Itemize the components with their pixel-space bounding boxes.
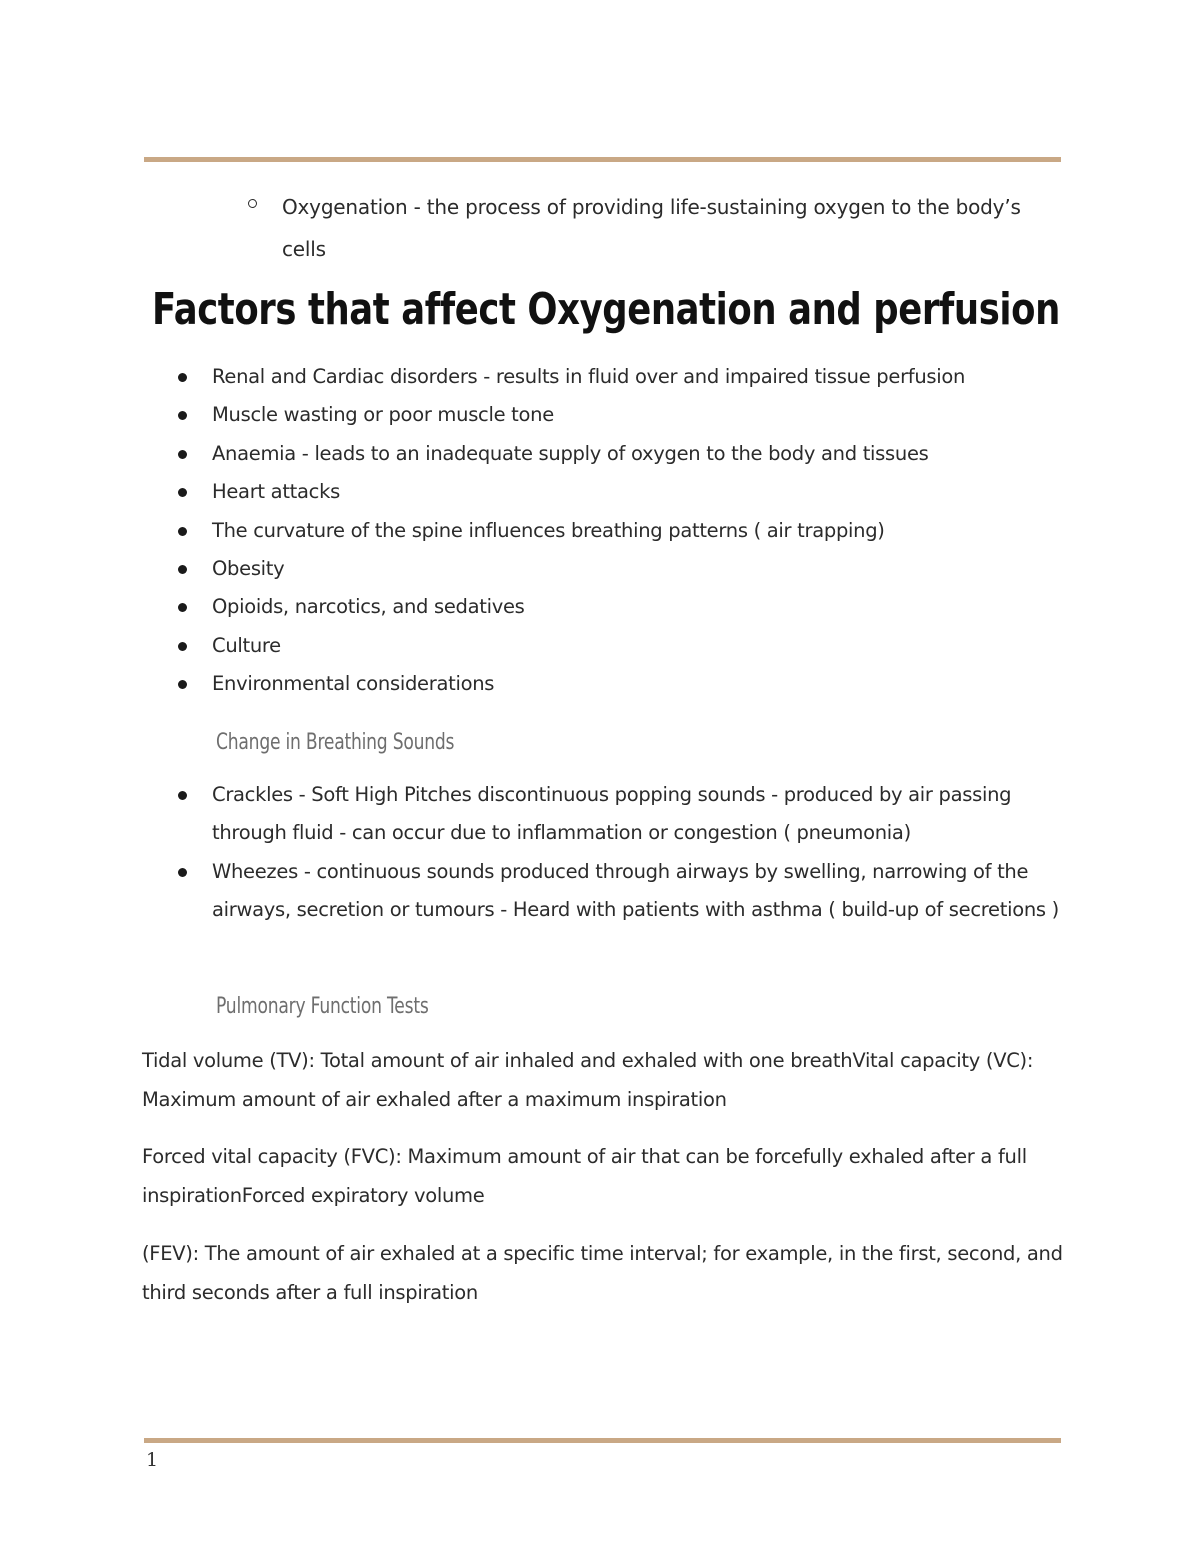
list-item — [174, 473, 1074, 511]
bullet-icon — [178, 868, 187, 877]
top-divider — [144, 157, 1061, 162]
paragraph-forced-expiratory-volume: (FEV): The amount of air exhaled at a specific time interval; for example, in the first, second, and third seconds after a full inspiration — [142, 1242, 1063, 1304]
oxygenation-definition-text: Oxygenation - the process of providing life-sustaining oxygen to the body’s cells — [282, 195, 1021, 261]
breathing-sounds-list — [174, 776, 1074, 930]
bullet-icon — [178, 565, 187, 574]
list-item — [174, 776, 1074, 853]
list-item — [174, 665, 1074, 703]
paragraph-tidal-volume: Tidal volume (TV): Total amount of air inhaled and exhaled with one breathVital capacity (VC): Maximum amount of air exhaled after a maximum inspiration — [142, 1049, 1034, 1111]
list-item — [174, 358, 1074, 396]
bullet-icon — [178, 450, 187, 459]
hollow-circle-bullet-icon — [248, 199, 257, 208]
bullet-icon — [178, 603, 187, 612]
list-item-text: Opioids, narcotics, and sedatives — [212, 595, 525, 619]
bullet-icon — [178, 642, 187, 651]
list-item-text: Environmental considerations — [212, 672, 495, 696]
bullet-icon — [178, 411, 187, 420]
bullet-icon — [178, 791, 187, 800]
list-item-text: Obesity — [212, 557, 285, 581]
bullet-icon — [178, 488, 187, 497]
list-item — [174, 512, 1074, 550]
list-item-text: Muscle wasting or poor muscle tone — [212, 403, 554, 427]
bullet-icon — [178, 680, 187, 689]
list-item-text: The curvature of the spine influences breathing patterns ( air trapping) — [212, 518, 885, 542]
list-item-text: Wheezes - continuous sounds produced through airways by swelling, narrowing of the airways, secretion or tumours - Heard with patients with asthma ( build-up of secretions ) — [212, 859, 1059, 922]
bullet-icon — [178, 527, 187, 536]
breathing-sounds-heading: Change in Breathing Sounds — [216, 730, 455, 755]
list-item — [174, 435, 1074, 473]
list-item-text: Crackles - Soft High Pitches discontinuous popping sounds - produced by air passing through fluid - can occur due to inflammation or congestion ( pneumonia) — [212, 783, 1012, 845]
pulmonary-function-tests-heading: Pulmonary Function Tests — [216, 994, 429, 1019]
list-item — [174, 853, 1074, 930]
page-number: 1 — [146, 1449, 159, 1471]
list-item-text: Renal and Cardiac disorders - results in fluid over and impaired tissue perfusion — [212, 365, 966, 388]
page-title: Factors that affect Oxygenation and perfusion — [152, 284, 1060, 335]
list-item-text: Culture — [212, 633, 281, 657]
list-item — [174, 396, 1074, 434]
paragraph-forced-vital-capacity: Forced vital capacity (FVC): Maximum amount of air that can be forcefully exhaled after a full inspirationForced expiratory volume — [142, 1145, 1027, 1207]
list-item — [174, 550, 1074, 588]
factors-list — [174, 358, 1074, 704]
bullet-icon — [178, 373, 187, 382]
list-item-text: Heart attacks — [212, 480, 340, 504]
bottom-divider — [144, 1438, 1061, 1443]
list-item — [174, 588, 1074, 626]
list-item-text: Anaemia - leads to an inadequate supply of oxygen to the body and tissues — [212, 441, 929, 465]
oxygenation-definition — [248, 186, 1068, 270]
list-item — [174, 627, 1074, 665]
